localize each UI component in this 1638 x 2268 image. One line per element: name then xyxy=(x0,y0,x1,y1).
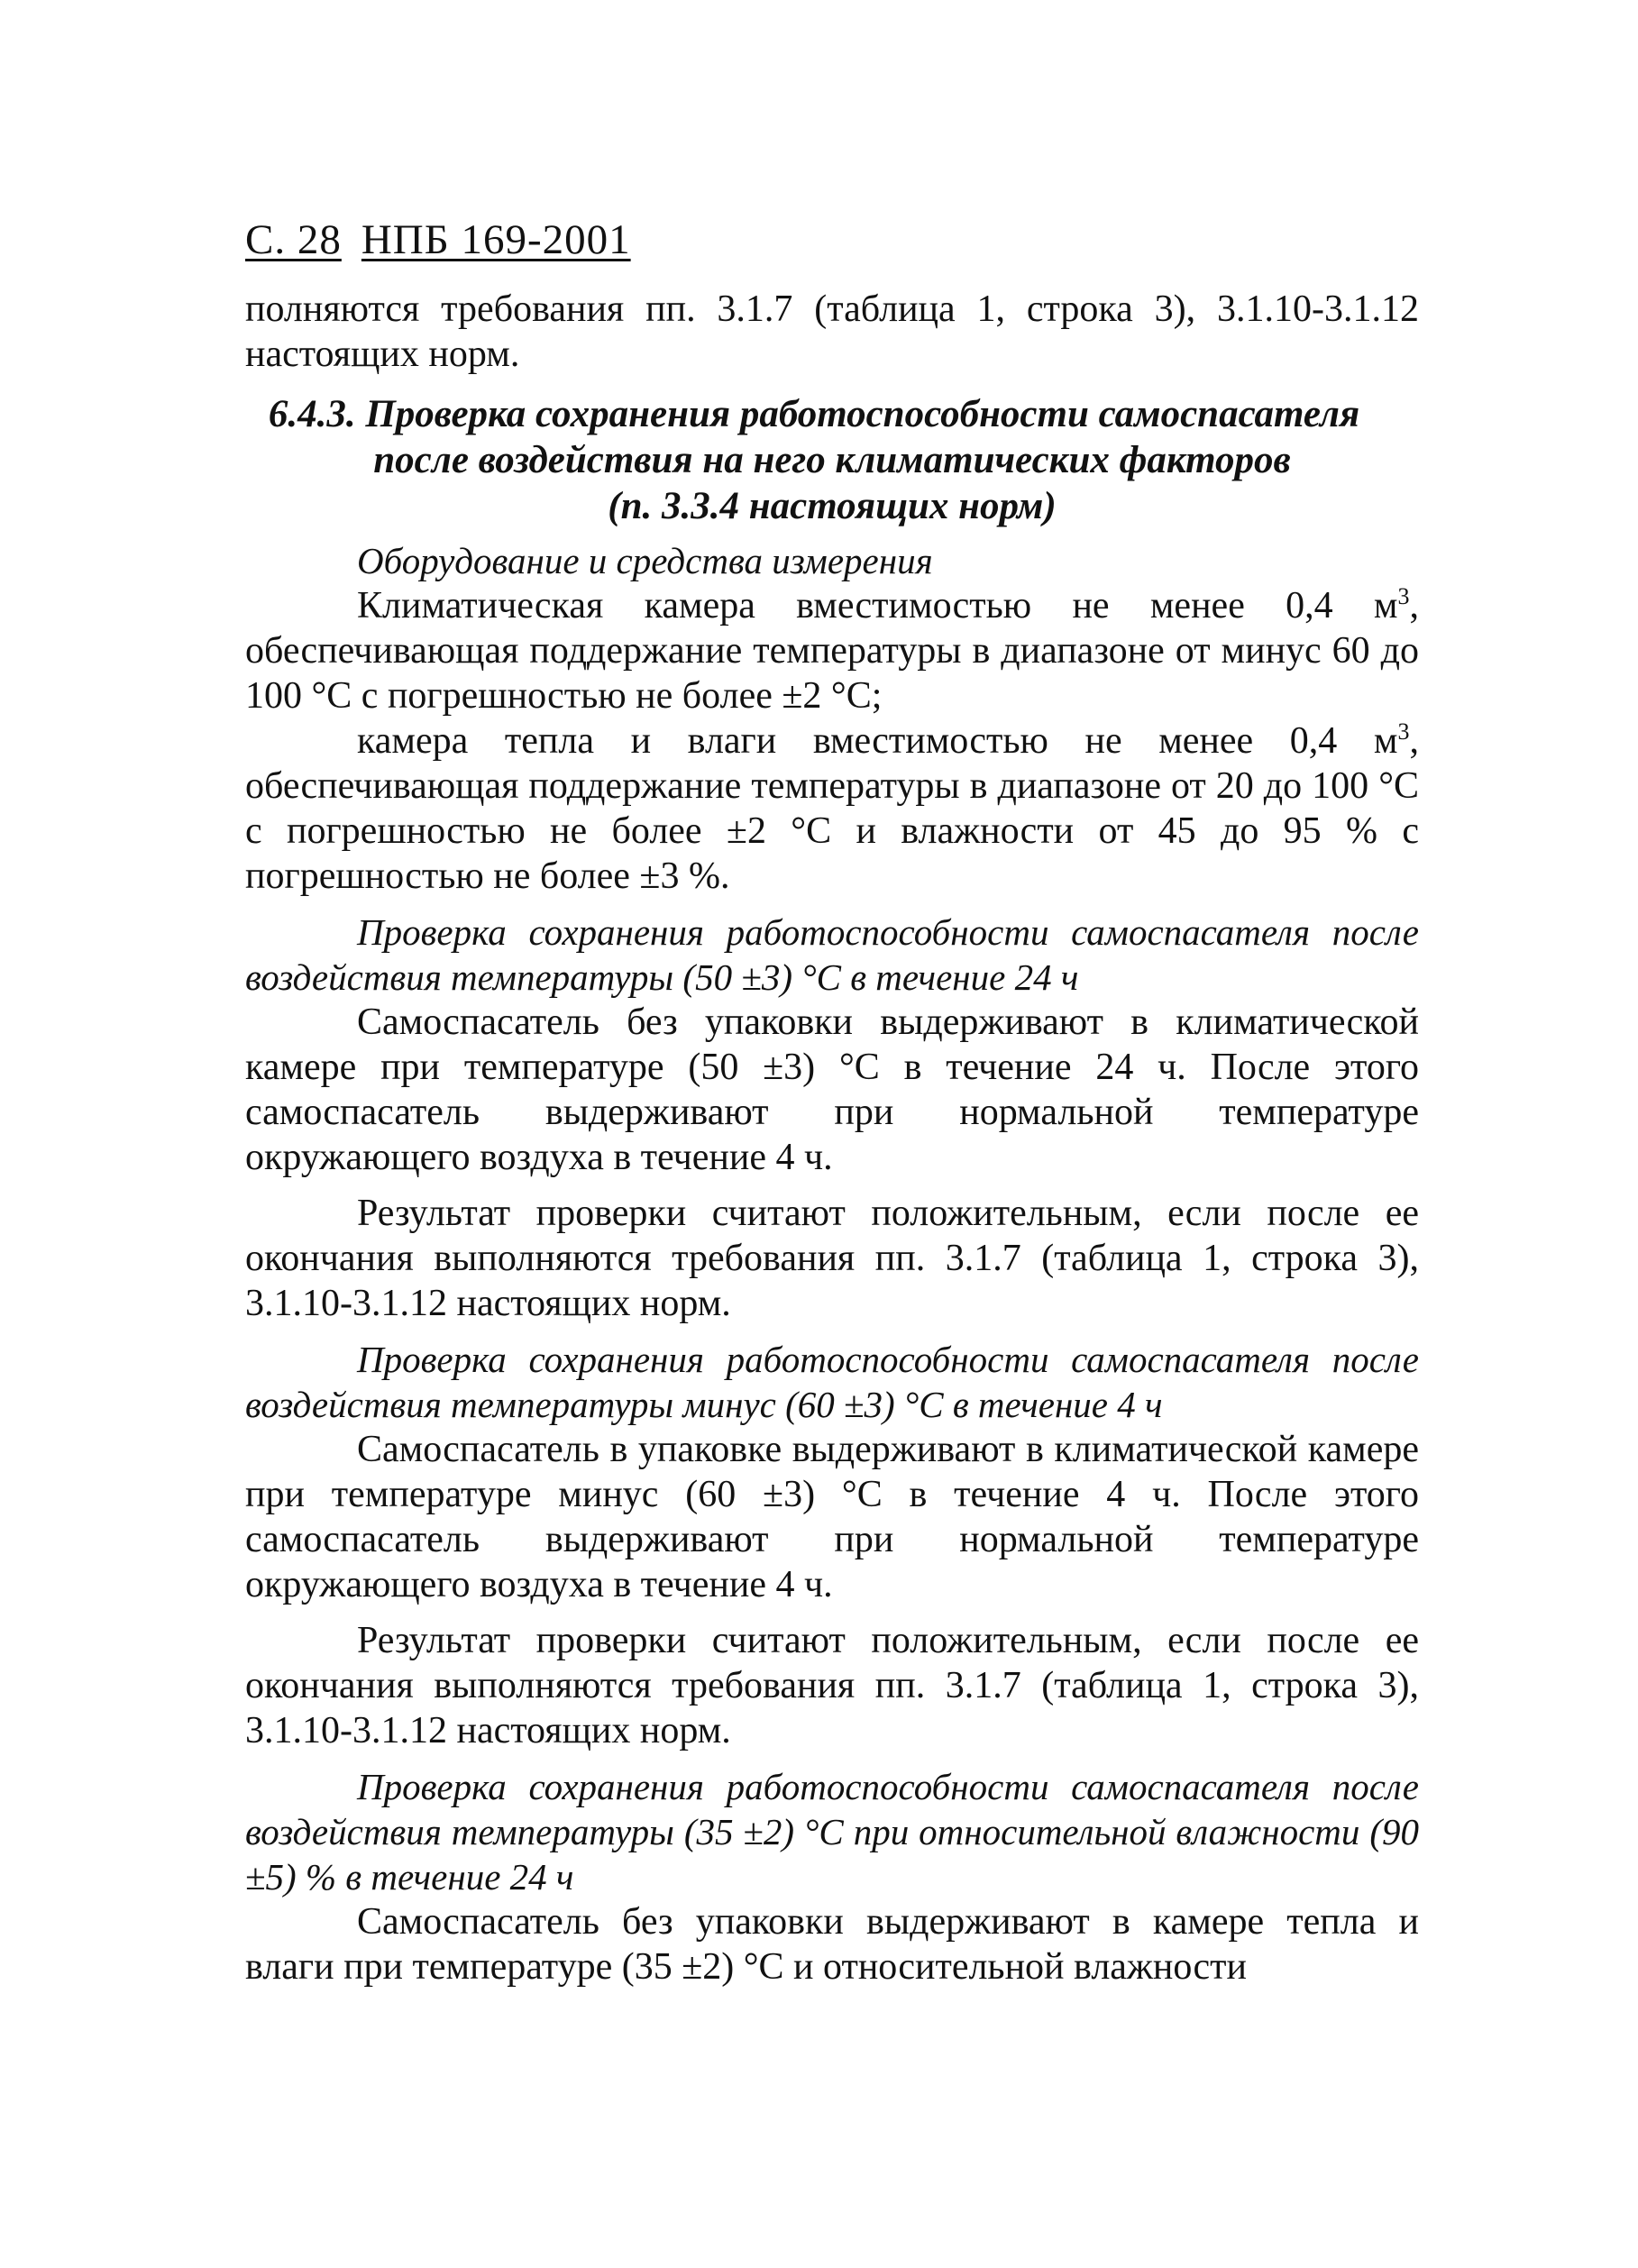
check-1-result: Результат проверки считают положительным, если после ее окончания выполняются требования пп. 3.1.7 (таблица 1, строка 3), 3.1.10-3.1.12 настоящих норм. xyxy=(245,1193,1419,1324)
check-2-heading: Проверка сохранения работоспособности самоспасателя после воздействия температуры минус (60 ±3) °С в течение 4 ч xyxy=(245,1339,1419,1425)
section-number: 6.4.3. xyxy=(268,393,356,435)
section-title xyxy=(245,391,1419,529)
check-1-body: Самоспасатель без упаковки выдерживают в климатической камере при температуре (50 ±3) °С в течение 24 ч. После этого самоспасатель выдерживают при нормальной температуре окружающего воздуха в течение 4 ч. xyxy=(245,1001,1419,1178)
section-title-line2: после воздействия на него климатических факторов xyxy=(373,439,1291,481)
equipment-heading: Оборудование и средства измерения xyxy=(357,540,933,581)
equipment-item-2 xyxy=(245,718,1419,899)
page-header xyxy=(245,213,1419,267)
check-3-body: Самоспасатель без упаковки выдерживают в камере тепла и влаги при температуре (35 ±2) °С и относительной влажности xyxy=(245,1901,1419,1988)
intro-paragraph: полняются требования пп. 3.1.7 (таблица 1, строка 3), 3.1.10-3.1.12 настоящих норм. xyxy=(245,288,1419,375)
equipment-item-2-rest: , обеспечивающая поддержание температуры в диапазоне от 20 до 100 °С с погрешностью не более ±2 °С и влажности от 45 до 95 % с погрешностью не более ±3 %. xyxy=(245,720,1419,897)
check-1-heading: Проверка сохранения работоспособности самоспасателя после воздействия температуры (50 ±3) °С в течение 24 ч xyxy=(245,911,1419,998)
section-title-line1: Проверка сохранения работоспособности самоспасателя xyxy=(365,393,1360,435)
equipment-item-1-text: Климатическая камера вместимостью не менее 0,4 м xyxy=(357,585,1398,626)
unit-superscript: 3 xyxy=(1397,718,1410,745)
equipment-item-1 xyxy=(245,583,1419,718)
equipment-item-2-text: камера тепла и влаги вместимостью не менее 0,4 м xyxy=(357,720,1398,762)
check-3-heading: Проверка сохранения работоспособности самоспасателя после воздействия температуры (35 ±2) °С при относительной влажности (90 ±5) % в течение 24 ч xyxy=(245,1766,1419,1898)
check-2-body: Самоспасатель в упаковке выдерживают в климатической камере при температуре минус (60 ±3) °С в течение 4 ч. После этого самоспасатель выдерживают при нормальной температуре окружающего воздуха в течение 4 ч. xyxy=(245,1429,1419,1605)
page-label: С. 28 xyxy=(245,216,342,263)
equipment-item-1-rest: , обеспечивающая поддержание температуры в диапазоне от минус 60 до 100 °С с погрешностью не более ±2 °С; xyxy=(245,585,1419,717)
document-page xyxy=(245,213,1419,1989)
section-title-line3: (п. 3.3.4 настоящих норм) xyxy=(608,485,1057,527)
check-2-result: Результат проверки считают положительным, если после ее окончания выполняются требования пп. 3.1.7 (таблица 1, строка 3), 3.1.10-3.1.12 настоящих норм. xyxy=(245,1620,1419,1751)
unit-superscript: 3 xyxy=(1397,583,1410,609)
document-code: НПБ 169-2001 xyxy=(361,216,631,263)
